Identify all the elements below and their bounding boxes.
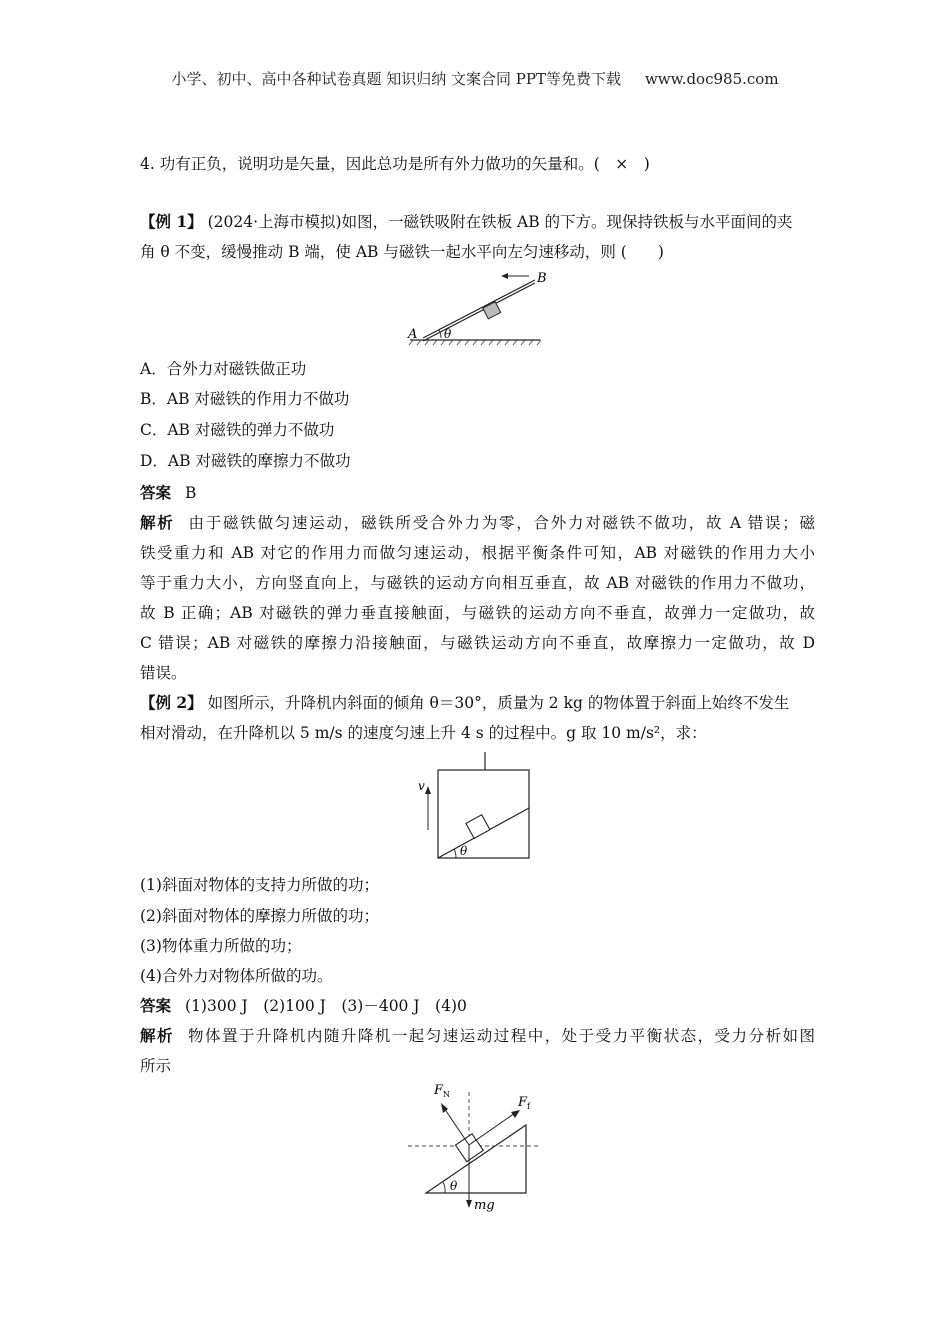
ex2-elevator-figure: [415, 750, 535, 862]
object-block: [466, 815, 490, 839]
ex1-figure: [405, 268, 545, 346]
theta-arc: [454, 849, 456, 858]
ex1-analysis-line2: 铁受重力和 AB 对它的作用力而做匀速运动，根据平衡条件可知，AB 对磁铁的作用力大小: [140, 544, 815, 562]
ex2-question-1: (1)斜面对物体的支持力所做的功；: [140, 876, 379, 894]
answer-label: 答案: [140, 996, 172, 1015]
ex1-tag: 【例 1】: [140, 212, 203, 231]
option-a[interactable]: A．合外力对磁铁做正功: [140, 360, 307, 378]
ex1-analysis-line6: 错误。: [140, 664, 187, 682]
answer-label: 答案: [140, 483, 172, 502]
ex1-analysis-line4: 故 B 正确；AB 对磁铁的弹力垂直接触面，与磁铁的运动方向不垂直，故弹力一定做功，故: [140, 604, 815, 622]
magnet-block: [483, 302, 501, 319]
ex1-question-line1: [140, 210, 793, 232]
ex2-question-4: (4)合外力对物体所做的功。: [140, 967, 333, 985]
friction-force-arrow: [469, 1113, 515, 1145]
label-v: v: [418, 779, 425, 793]
incline-triangle: [426, 1125, 526, 1193]
ex1-question-line2: 角 θ 不变，缓慢推动 B 端，使 AB 与磁铁一起水平向左匀速移动，则 ( ): [140, 243, 664, 261]
ex2-question-2: (2)斜面对物体的摩擦力所做的功；: [140, 907, 379, 925]
ex2-analysis-line2: 所示: [140, 1057, 172, 1075]
ex1-analysis-line1: 解析 由于磁铁做匀速运动，磁铁所受合外力为零，合外力对磁铁不做功，故 A 错误；磁: [140, 513, 815, 532]
ex2-question-line1: [140, 691, 789, 713]
ex2-question-3: (3)物体重力所做的功；: [140, 937, 302, 955]
label-theta: θ: [450, 1179, 458, 1193]
option-d[interactable]: D．AB 对磁铁的摩擦力不做功: [140, 452, 351, 470]
label-theta: θ: [444, 327, 452, 341]
option-b[interactable]: B．AB 对磁铁的作用力不做功: [140, 390, 350, 408]
label-theta: θ: [460, 844, 468, 858]
header-text: 小学、初中、高中各种试卷真题 知识归纳 文案合同 PPT等免费下载: [171, 70, 621, 88]
ex2-q1: 如图所示，升降机内斜面的倾角 θ＝30°，质量为 2 kg 的物体置于斜面上始终不发生: [207, 694, 790, 712]
ex1-analysis-line5: C 错误；AB 对磁铁的摩擦力沿接触面，与磁铁运动方向不垂直，故摩擦力一定做功，故 D: [140, 634, 815, 652]
label-mg: mg: [474, 1198, 495, 1213]
label-a: A: [408, 327, 418, 342]
answer-value: B: [185, 484, 197, 502]
ex1-q1: (2024·上海市模拟)如图，一磁铁吸附在铁板 AB 的下方。现保持铁板与水平面间的夹: [207, 213, 793, 231]
label-fn: $F_N$: [434, 1083, 451, 1099]
option-c[interactable]: C．AB 对磁铁的弹力不做功: [140, 421, 335, 439]
answer-value: (1)300 J (2)100 J (3)－400 J (4)0: [185, 997, 467, 1015]
ground-hatch: [409, 340, 541, 345]
ex2-tag: 【例 2】: [140, 693, 203, 712]
iron-plate: [423, 280, 535, 338]
analysis-label: 解析: [140, 513, 175, 532]
label-ff: $F_f$: [518, 1095, 530, 1111]
elevator-box: [438, 770, 529, 858]
ex2-analysis-line1: 解析 物体置于升降机内随升降机一起匀速运动过程中，处于受力平衡状态，受力分析如图: [140, 1026, 815, 1045]
analysis-label: 解析: [140, 1026, 174, 1045]
theta-arc: [443, 1182, 445, 1193]
ex2-answer: [140, 994, 467, 1016]
header-url[interactable]: www.doc985.com: [644, 70, 779, 88]
normal-force-arrow: [444, 1108, 469, 1145]
item-4: 4. 功有正负，说明功是矢量，因此总功是所有外力做功的矢量和。( × ): [140, 155, 650, 173]
label-b: B: [537, 271, 547, 286]
ex1-answer: [140, 481, 196, 503]
ex1-analysis-line3: 等于重力大小，方向竖直向上，与磁铁的运动方向相互垂直，故 AB 对磁铁的作用力不做功，: [140, 574, 815, 592]
ex2-force-diagram: [408, 1072, 548, 1214]
page-header: [0, 68, 950, 89]
ex2-question-line2: 相对滑动，在升降机以 5 m/s 的速度匀速上升 4 s 的过程中。g 取 10 m/s²，求：: [140, 724, 707, 742]
